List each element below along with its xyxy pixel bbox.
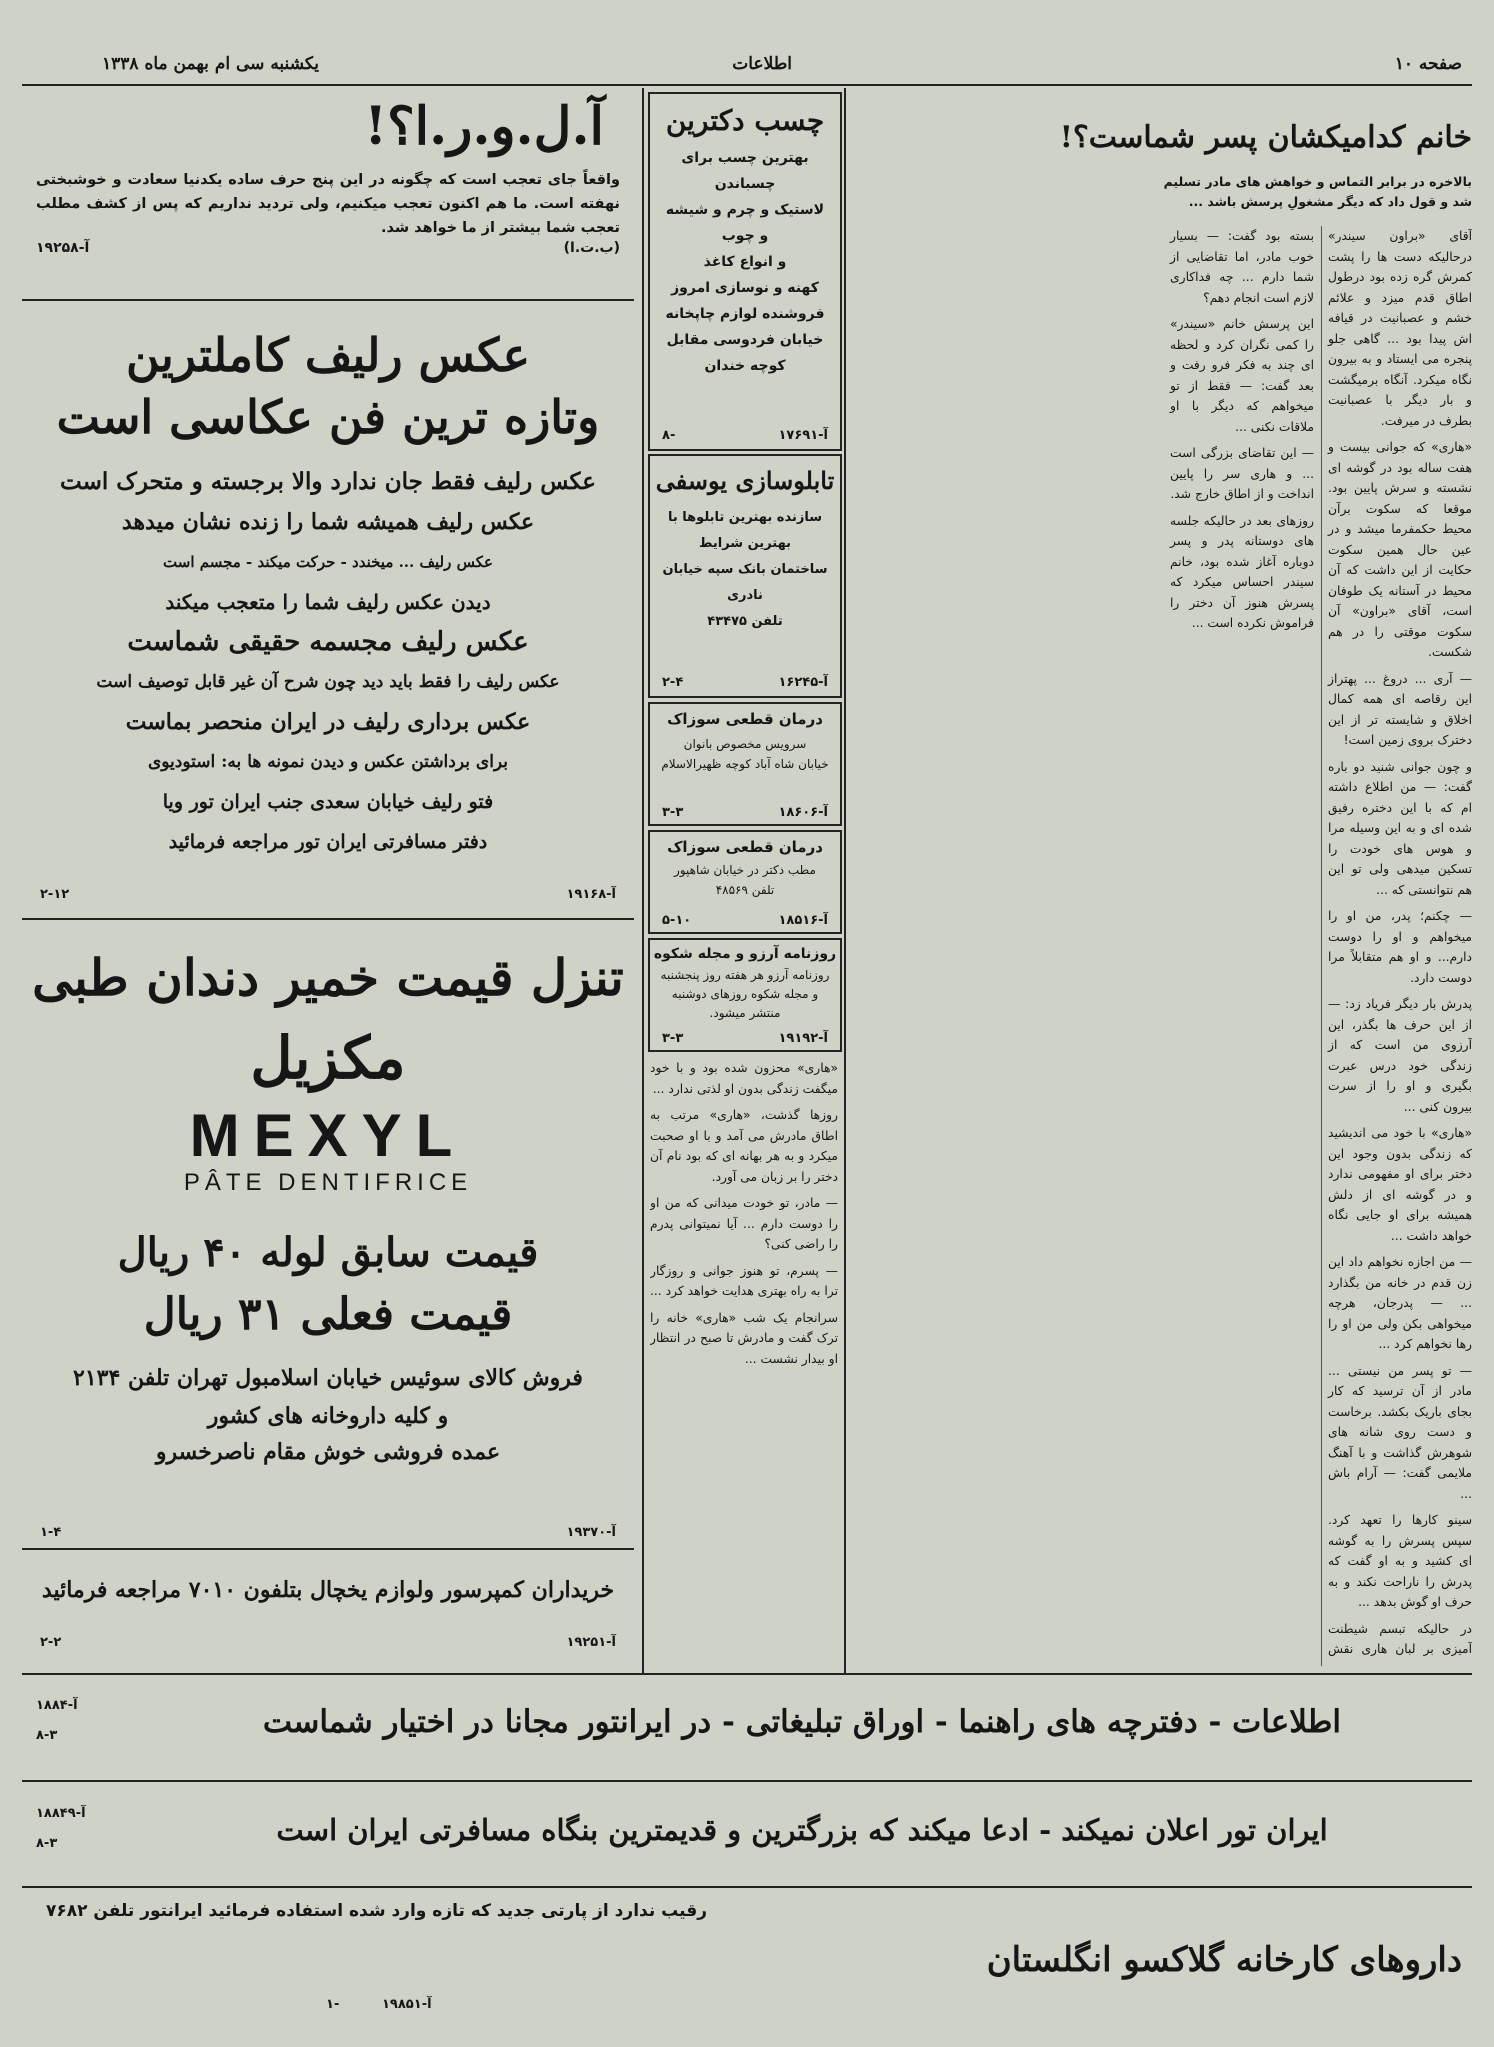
ad-treatment-1	[648, 702, 842, 826]
ad-code: آ-۱۹۲۵۱	[566, 1635, 616, 1650]
ad-separator	[22, 918, 634, 920]
ad-photo-line: عکس رلیف همیشه شما را زنده نشان میدهد	[121, 509, 535, 535]
article-subtitle: بالاخره در برابر التماس و خواهش های مادر تسلیم شد و قول داد که دیگر مشغولِ پرسش باشد ...	[1163, 174, 1472, 209]
ad-treatment-line: مطب دکتر در خیابان شاهپور	[674, 863, 816, 877]
banner-3	[22, 1890, 1472, 2020]
ad-mexyl-headline: تنزل قیمت خمیر دندان طبی	[32, 948, 624, 1007]
ad-magazine	[648, 938, 842, 1052]
ad-glue-lines	[650, 137, 840, 379]
banner-rule	[22, 1886, 1472, 1888]
article-paragraph: پدرش بار دیگر فریاد زد: — از این حرف ها بگذر، این آرزوی من است که از زندگی خود درس عبرت بگیری و او را از سرت بیرون کنی ...	[1328, 997, 1472, 1114]
ad-glue-line: و انواع کاغذ	[703, 254, 787, 270]
ad-mexyl-brand-fa: مکزیل	[250, 1024, 406, 1092]
banner-rule	[22, 1673, 1472, 1675]
ad-photo-line: عکس رلیف ... میخندد - حرکت میکند - مجسم است	[163, 553, 493, 571]
ad-mexyl-seller: فروش کالای سوئیس خیابان اسلامبول تهران تلفن ۲۱۳۴	[73, 1365, 583, 1391]
ad-code: ۳-۳	[662, 1031, 684, 1046]
ad-code: آ-۱۹۲۵۸	[36, 240, 90, 256]
banner-rule	[22, 1780, 1472, 1782]
ad-treatment-lines	[650, 728, 840, 774]
ad-sign-headline: تابلوسازی یوسفی	[655, 466, 835, 495]
article-paragraph: روزهای بعد در حالیکه جلسه های دوستانه پدر و پسر دوباره آغاز شده بود، خانم سیندر احساس میکرد که پسرش هنوز آن دختر را فراموش نکرده است ...	[1170, 513, 1314, 630]
article-paragraph: سرانجام یک شب «هاری» خانه را ترک گفت و مادرش تا صبح در انتظار او بیدار نشست ...	[650, 1310, 838, 1366]
ad-glue-line: کهنه و نوسازی امروز	[671, 280, 819, 296]
article-paragraph: — مادر، تو خودت میدانی که من او را دوست دارم ... آیا نمیتوانی پدرم را راضی کنی؟	[650, 1196, 838, 1251]
article-paragraph: سینو کارها را تعهد کرد. سپس پسرش را به گوشه ای کشید و به او گفت که پدرش را ناراحت نکند و به حرف او گوش بدهد ...	[1328, 1513, 1472, 1609]
ad-glue-line: بهترین چسب برای چسباندن	[681, 150, 809, 192]
ad-mexyl	[22, 924, 634, 1544]
ad-treatment-line: خیابان شاه آباد کوچه ظهیرالاسلام	[661, 757, 829, 771]
ad-photo-line: برای برداشتن عکس و دیدن نمونه ها به: استودیوی	[147, 752, 509, 772]
ad-separator	[22, 1548, 634, 1550]
banner-1	[22, 1678, 1472, 1778]
article-paragraph: — این تقاضای بزرگی است ... و هاری سر را پایین انداخت و از اطاق خارج شد.	[1170, 446, 1314, 501]
ad-glue-line: فروشنده لوازم چاپخانه	[665, 306, 825, 322]
ad-code: آ-۱۷۶۹۱	[778, 428, 828, 443]
article-paragraph: «هاری» محزون شده بود و با خود میگفت زندگی بدون او لذتی ندارد ...	[650, 1061, 838, 1096]
ad-mexyl-old-price: قیمت سابق لوله ۴۰ ریال	[117, 1229, 539, 1276]
ad-alvr-text: واقعاً جای تعجب است که چگونه در این پنج حرف ساده یکدنیا سعادت و خوشبختی نهفته است. ما هم اکنون تعجب میکنیم، ولی تردید نداریم که پس از کشف مطلب تعجب شما بیشتر از ما خواهد شد.	[36, 172, 620, 236]
ad-photo-lines	[22, 462, 634, 862]
ad-code: ۲-۱۲	[40, 887, 70, 902]
article-paragraph: و چون جوانی شنید دو باره گفت: — من اطلاع داشته ام که با این دختره رفیق شده ای و به این وسیله مرا و هوس های خودت را تسکین میدهی ولی تو این هم نتوانستی که ...	[1328, 759, 1472, 897]
ad-code: آ-۱۸۶۰۶	[778, 805, 828, 820]
ad-code: آ-۱۹۱۹۲	[778, 1031, 828, 1046]
banner-2-text: ایران تور اعلان نمیکند - ادعا میکند که بزرگترین و قدیمترین بنگاه مسافرتی ایران است	[276, 1813, 1328, 1847]
ad-treatment-line: تلفن ۴۸۵۶۹	[715, 883, 775, 897]
ad-code: آ-۱۹۱۶۸	[566, 887, 616, 902]
article-paragraph: — پسرم، تو هنوز جوانی و روزگار ترا به راه بهتری هدایت خواهد کرد ...	[650, 1263, 838, 1298]
ad-mexyl-sub-en: PÂTE DENTIFRICE	[183, 1169, 473, 1196]
ad-code: آ-۱۹۳۷۰	[566, 1525, 616, 1540]
ad-treatment-headline: درمان قطعی سوزاک	[667, 838, 823, 856]
ad-photo-line: عکس رلیف مجسمه حقیقی شماست	[127, 627, 529, 657]
newspaper-name: اطلاعات	[732, 54, 792, 74]
ad-code: ۲-۲	[40, 1635, 62, 1650]
ad-photo-line: عکس برداری رلیف در ایران منحصر بماست	[125, 709, 531, 735]
article-body	[854, 226, 1472, 1666]
ad-sign-line: تلفن ۴۳۴۷۵	[707, 614, 783, 629]
ad-photo-line: فتو رلیف خیابان سعدی جنب ایران تور ویا	[162, 791, 494, 813]
banner-3-big-text: داروهای کارخانه گلاکسو انگلستان	[986, 1940, 1462, 1980]
ad-alvr-signature: (ب.ت.ا)	[563, 240, 620, 256]
ad-code: -۸	[662, 428, 676, 443]
article-paragraph: «هاری» که جوانی بیست و هفت ساله بود در گوشه ای نشسته و سرش پایین بود. موقعا که سکوت برآن محیط حکمفرما میشد و در عین حال همین سکوت حکایت از این داشت که آن محیط در آستانه یک طوفان است، آقای «براون» آن سکوت موقتی را در هم شکست.	[1328, 440, 1472, 659]
ad-compressor-text: خریداران کمپرسور ولوازم یخچال بتلفون ۷۰۱۰ مراجعه فرمائید	[41, 1577, 615, 1603]
column-divider	[844, 88, 846, 1673]
ad-magazine-line: و مجله شکوه روزهای دوشنبه	[671, 987, 819, 1001]
ad-glue-headline: چسب دکترین	[665, 104, 825, 137]
header-rule	[22, 84, 1472, 86]
ad-code: آ-۱۸۵۱۶	[778, 913, 828, 928]
ad-alvr-headline: آ.ل.و.ر.ا؟!	[364, 96, 604, 157]
ad-magazine-line: روزنامه آرزو هر هفته روز پنجشنبه	[660, 968, 830, 982]
page-number: صفحه ۱۰	[1394, 54, 1462, 74]
banner-1-text: اطلاعات - دفترچه های راهنما - اوراق تبلیغاتی - در ایرانتور مجانا در اختیار شماست	[262, 1704, 1342, 1740]
article-paragraph: — من اجازه نخواهم داد این زن قدم در خانه من بگذارد ... — پدرجان، هرچه میخواهی بکن ولی من او را رها نخواهم کرد ...	[1328, 1255, 1472, 1351]
ad-treatment-headline: درمان قطعی سوزاک	[667, 710, 823, 728]
column-divider	[642, 88, 644, 1673]
ad-code: ۲-۴	[662, 675, 684, 690]
ad-treatment-lines	[650, 856, 840, 900]
ad-treatment-line: سرویس مخصوص بانوان	[683, 737, 807, 751]
ad-photo-line: عکس رلیف فقط جان ندارد والا برجسته و متحرک است	[60, 468, 596, 495]
ad-photo-line: دیدن عکس رلیف شما را متعجب میکند	[165, 590, 491, 614]
article-paragraph: این پرسش خانم «سیندر» را کمی نگران کرد و لحظه ای چند به فکر فرو رفت و بعد گفت: — فقط از تو میخواهم که دیگر با او ملاقات نکنی ...	[1170, 317, 1314, 434]
ad-code: ۸-۳	[36, 1836, 58, 1851]
article	[854, 90, 1472, 1675]
ad-magazine-line: منتشر میشود.	[709, 1006, 781, 1020]
ad-treatment-2	[648, 830, 842, 934]
ad-alvr	[22, 92, 634, 297]
article-paragraph: در حالیکه تبسم شیطنت آمیزی بر لبان هاری نقش بسته بود گفت: — بسیار خوب مادر، اما تقاضایی از شما دارم ... چه فداکاری لازم است انجام دهم؟	[1170, 229, 1472, 1656]
ad-sign-lines	[650, 495, 840, 635]
ad-photo-headline-1: عکس رلیف کاملترین	[125, 328, 531, 382]
ad-magazine-headline: روزنامه آرزو و مجله شکوه	[653, 946, 837, 962]
ad-photo-line: دفتر مسافرتی ایران تور مراجعه فرمائید	[168, 831, 488, 853]
ad-sign-line: سازنده بهترین تابلوها با بهترین شرایط	[668, 510, 822, 551]
ad-code: ۳-۳	[662, 805, 684, 820]
ad-photo	[22, 304, 634, 914]
article-continuation	[650, 1058, 838, 1663]
issue-date: یکشنبه سی ام بهمن ماه ۱۳۳۸	[102, 54, 319, 74]
banner-3-small-text: رقیب ندارد از پارتی جدید که تازه وارد شده استفاده فرمائید ایرانتور تلفن ۷۶۸۲	[46, 1901, 707, 1921]
ad-photo-headline-2: وتازه ترین فن عکاسی است	[56, 390, 600, 444]
article-paragraph: — تو پسر من نیستی ... مادر از آن ترسید که کار بجای باریک بکشد. برخاست و دست روی شانه های شوهرش گذاشت و با آهنگ ملایمی گفت: — آرام باش ...	[1328, 1363, 1472, 1501]
ad-code: ۸-۳	[36, 1728, 58, 1743]
ad-mexyl-brand-en: MEXYL	[189, 1102, 467, 1169]
article-paragraph: «هاری» با خود می اندیشید که زندگی بدون وجود این دختر برای او مفهومی ندارد و در گوشه ای از دلش همیشه برای او جایی نگاه خواهد داشت ...	[1328, 1126, 1472, 1243]
ad-mexyl-wholesale: عمده فروشی خوش مقام ناصرخسرو	[155, 1439, 501, 1465]
ad-photo-line: عکس رلیف را فقط باید دید چون شرح آن غیر قابل توصیف است	[96, 672, 560, 692]
ad-code: آ-۱۶۲۴۵	[778, 675, 828, 690]
ad-magazine-lines	[650, 962, 840, 1023]
article-paragraph: — آری ... دروغ ... پهتراز این رقاصه ای همه کمال اخلاق و شایسته تر از این دخترک بروی زمین است!	[1328, 671, 1472, 747]
ad-sign	[648, 454, 842, 698]
ad-code: ۵-۱۰	[662, 913, 692, 928]
ad-code: آ-۱۹۸۵۱	[382, 1997, 432, 2012]
ad-code: ۱-۴	[40, 1525, 62, 1540]
ad-glue-line: لاستیک و چرم و شیشه و چوب	[665, 202, 825, 244]
ad-code: آ-۱۸۸۴۹	[36, 1806, 86, 1821]
ad-compressor	[22, 1554, 634, 1664]
ad-code: آ-۱۸۸۴	[36, 1698, 78, 1713]
article-title: خانم کدامیکشان پسر شماست؟!	[1059, 120, 1472, 155]
banner-2	[22, 1784, 1472, 1884]
ad-glue-line: خیابان فردوسی مقابل کوچه خندان	[666, 332, 824, 374]
ad-glue	[648, 92, 842, 451]
ad-mexyl-agents: و کلیه داروخانه های کشور	[207, 1403, 449, 1429]
ad-code: -۱	[326, 1997, 340, 2012]
newspaper-page	[22, 18, 1472, 2028]
article-paragraph: روزها گذشت، «هاری» مرتب به اطاق مادرش می آمد و با او صحبت میکرد و به هر بهانه ای که بود نام آن دختر را بر زبان می آورد.	[650, 1108, 838, 1184]
article-paragraph: آقای «براون سیندر» درحالیکه دست ها را پشت کمرش گره زده بود درطول اطاق قدم میزد و علائم خشم و عصبانیت در قیافه اش پیدا بود ... گاهی جلو پنجره می ایستاد و به بیرون نگاه میکرد. آنگاه برمیگشت و بار دیگر با عصبانیت بطرف در میرفت.	[1328, 229, 1472, 428]
ad-mexyl-new-price: قیمت فعلی ۳۱ ریال	[143, 1289, 513, 1340]
ad-separator	[22, 299, 634, 301]
article-paragraph: — چکنم؛ پدر، من او را میخواهم و او را دوست دارم... و او هم متقابلاً مرا دوست دارد.	[1328, 909, 1472, 985]
ad-sign-line: ساختمان بانک سپه خیابان نادری	[662, 562, 828, 603]
